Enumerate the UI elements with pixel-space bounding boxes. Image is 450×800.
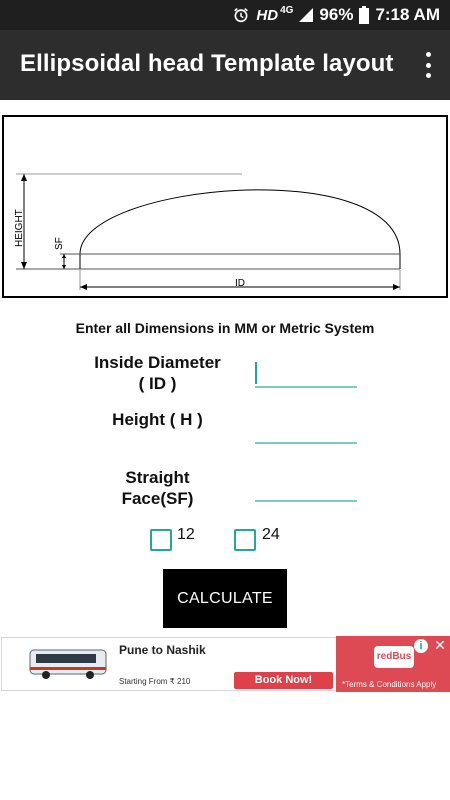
height-input[interactable]: [255, 412, 357, 442]
app-title: Ellipsoidal head Template layout: [20, 50, 394, 77]
straight-face-input[interactable]: [255, 470, 357, 500]
checkbox-24[interactable]: [234, 529, 256, 551]
network-type: 4G: [280, 4, 294, 16]
height-field[interactable]: [255, 412, 357, 444]
app-bar: [0, 30, 450, 100]
checkbox-24-label: 24: [262, 526, 280, 543]
status-bar: [0, 0, 450, 30]
diagram-frame: [3, 116, 447, 297]
height-label: Height ( H ): [112, 410, 203, 429]
bus-icon: [28, 644, 110, 684]
redbus-logo: redBus: [374, 646, 414, 668]
sf-label: SF: [54, 237, 65, 250]
text-cursor: [255, 362, 257, 384]
straight-face-label: [95, 467, 220, 509]
height-label: HEIGHT: [14, 209, 25, 247]
status-bar-indicators: [232, 4, 440, 26]
ellipsoidal-head-diagram: [2, 115, 448, 298]
ad-subtitle: Starting From ₹ 210: [119, 677, 191, 686]
straight-face-label-line2: Face(SF): [121, 489, 194, 508]
signal-icon: [299, 8, 313, 22]
straight-face-field[interactable]: [255, 470, 357, 502]
calculate-button[interactable]: CALCULATE: [163, 569, 287, 628]
overflow-dot: [426, 52, 431, 57]
inside-diameter-label-line1: Inside Diameter: [94, 353, 221, 372]
close-icon[interactable]: ✕: [434, 637, 446, 653]
clock: 7:18 AM: [375, 5, 440, 24]
book-now-button[interactable]: Book Now!: [234, 672, 333, 689]
more-vert-icon[interactable]: [420, 52, 436, 78]
instruction-text: Enter all Dimensions in MM or Metric System: [75, 320, 375, 336]
overflow-dot: [426, 73, 431, 78]
inside-diameter-field[interactable]: [255, 356, 357, 388]
straight-face-label-line1: Straight: [125, 468, 190, 487]
ad-title: Pune to Nashik: [119, 643, 206, 657]
overflow-dot: [426, 63, 431, 68]
inside-diameter-label-line2: ( ID ): [138, 374, 177, 393]
battery-percentage: 96%: [319, 5, 354, 24]
info-icon[interactable]: i: [414, 639, 428, 653]
checkbox-12-label: 12: [177, 526, 195, 543]
alarm-clock-icon: [232, 6, 250, 24]
ad-terms: *Terms & Conditions Apply: [342, 680, 437, 689]
hd-indicator: HD: [256, 6, 279, 24]
ad-card[interactable]: [1, 637, 337, 691]
inside-diameter-input[interactable]: [255, 356, 357, 386]
checkbox-12[interactable]: [150, 529, 172, 551]
inside-diameter-label: [90, 352, 225, 394]
id-label: ID: [235, 278, 245, 289]
battery-icon: [359, 6, 369, 24]
